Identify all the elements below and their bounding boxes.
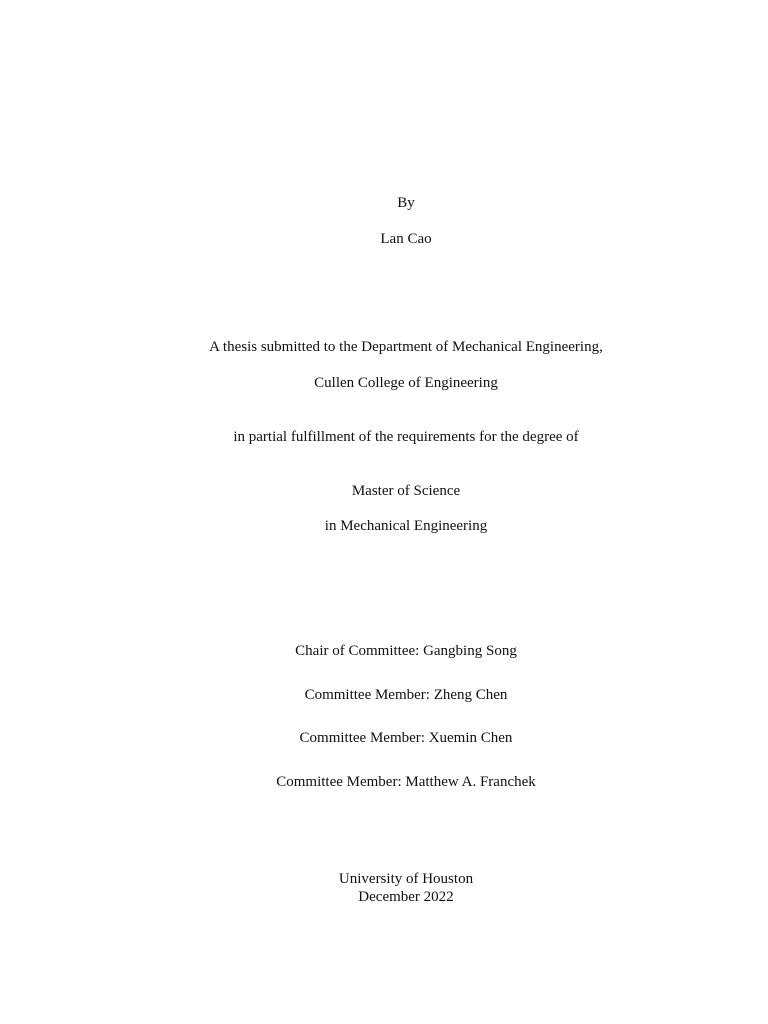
degree-field: in Mechanical Engineering — [324, 518, 488, 534]
by-label: By — [397, 195, 415, 211]
fulfillment-statement: in partial fulfillment of the requirements for the degree of — [233, 429, 579, 445]
author-name: Lan Cao — [380, 231, 432, 247]
committee-member: Committee Member: Zheng Chen — [304, 687, 508, 703]
committee-chair: Chair of Committee: Gangbing Song — [295, 643, 517, 659]
committee-member: Committee Member: Matthew A. Franchek — [276, 774, 536, 790]
university-name: University of Houston — [338, 871, 474, 887]
submission-date: December 2022 — [358, 889, 454, 905]
college-name: Cullen College of Engineering — [314, 375, 498, 391]
committee-member: Committee Member: Xuemin Chen — [299, 730, 513, 746]
degree-name: Master of Science — [351, 483, 461, 499]
submission-statement: A thesis submitted to the Department of Mechanical Engineering, — [209, 339, 603, 355]
